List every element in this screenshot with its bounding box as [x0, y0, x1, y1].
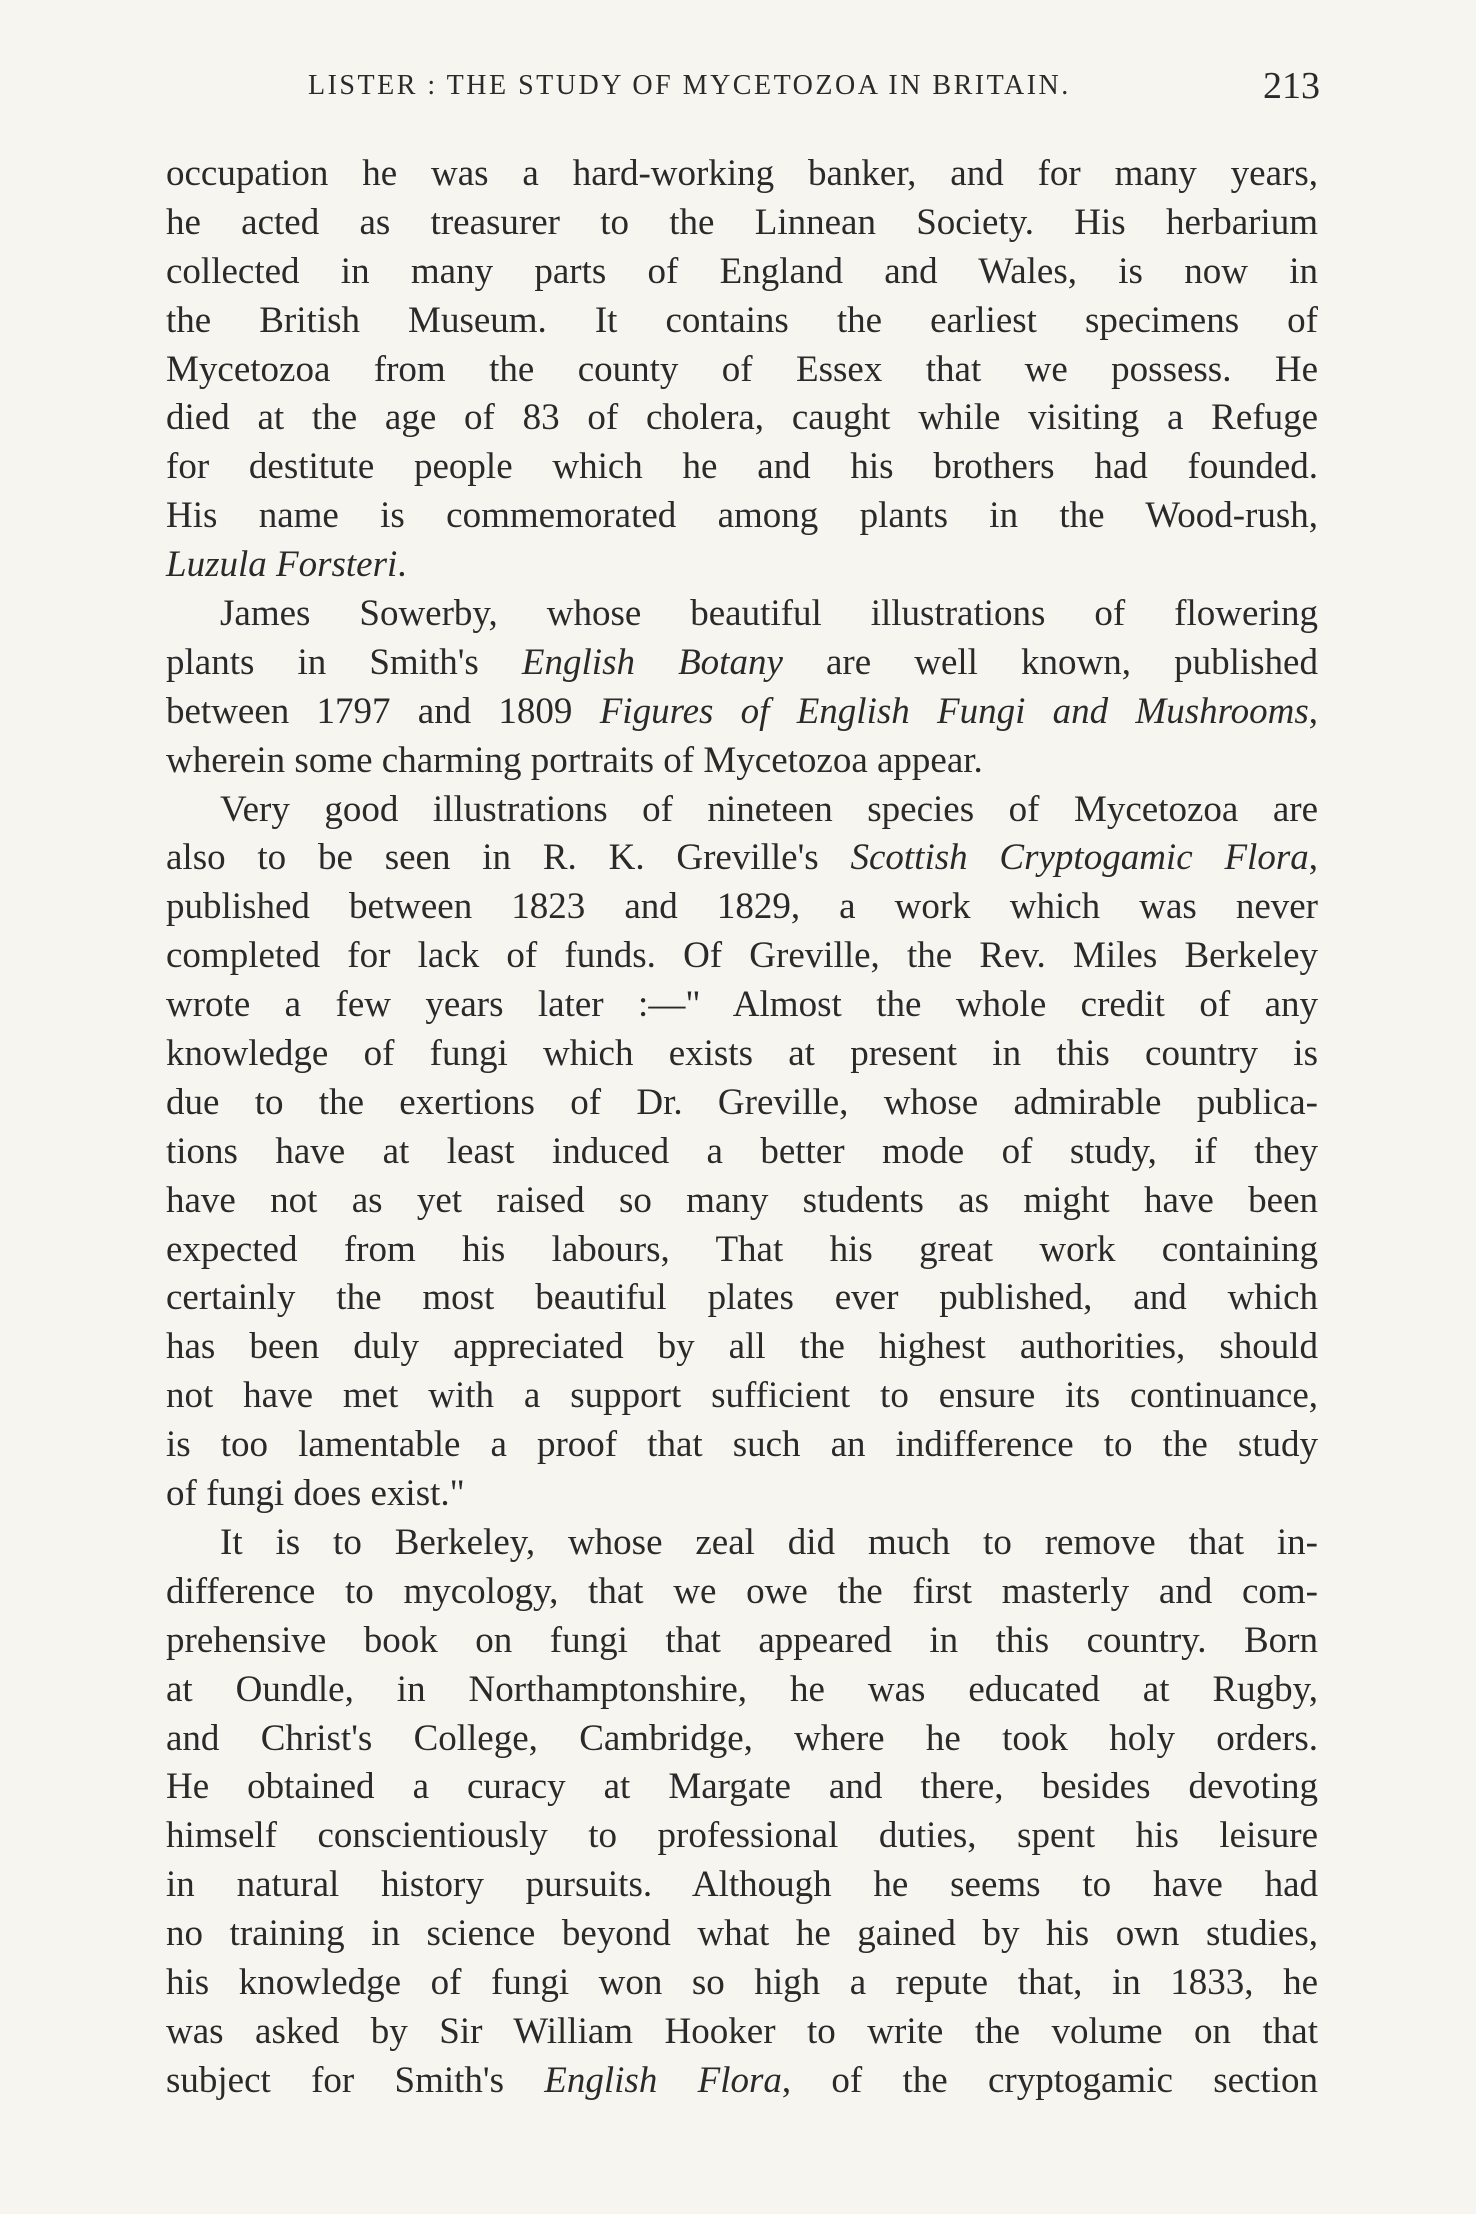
- text-run: .: [397, 544, 407, 586]
- text-line: tions have at least induced a better mode of study, if they: [166, 1130, 1318, 1172]
- text-line: He obtained a curacy at Margate and there, besides devoting: [166, 1766, 1318, 1808]
- text-line: for destitute people which he and his brothers had founded.: [166, 446, 1318, 488]
- text-line: knowledge of fungi which exists at present in this country is: [166, 1033, 1318, 1075]
- text-line: It is to Berkeley, whose zeal did much to remove that in-: [220, 1521, 1318, 1563]
- text-line: difference to mycology, that we owe the first masterly and com-: [166, 1570, 1318, 1612]
- text-line: was asked by Sir William Hooker to write the volume on that: [166, 2010, 1318, 2052]
- text-run: subject for Smith's: [166, 2059, 545, 2101]
- text-line: certainly the most beautiful plates ever published, and which: [166, 1277, 1318, 1319]
- text-line: Mycetozoa from the county of Essex that we possess. He: [166, 348, 1318, 390]
- italic-title: English Botany: [521, 641, 783, 683]
- text-run: ,: [1308, 690, 1318, 732]
- text-line: his knowledge of fungi won so high a repute that, in 1833, he: [166, 1961, 1318, 2003]
- running-head-title: LISTER : THE STUDY OF MYCETOZOA IN BRITAIN.: [308, 70, 1071, 101]
- text-run: , of the cryptogamic section: [781, 2059, 1318, 2101]
- text-line: collected in many parts of England and Wales, is now in: [166, 250, 1318, 292]
- text-line: James Sowerby, whose beautiful illustrations of flowering: [220, 593, 1318, 635]
- text-run: ,: [1308, 837, 1318, 879]
- text-line: [166, 834, 1318, 883]
- text-line: and Christ's College, Cambridge, where he took holy orders.: [166, 1717, 1318, 1759]
- italic-title: Luzula Forsteri: [166, 544, 398, 586]
- text-run: between 1797 and 1809: [166, 690, 600, 732]
- text-line: completed for lack of funds. Of Greville, the Rev. Miles Berkeley: [166, 935, 1318, 977]
- text-line: published between 1823 and 1829, a work which was never: [166, 886, 1318, 928]
- text-line: His name is commemorated among plants in the Wood-rush,: [166, 495, 1318, 537]
- italic-title: Figures of English Fungi and Mushrooms: [599, 690, 1309, 732]
- text-line: occupation he was a hard-working banker, and for many years,: [166, 153, 1318, 194]
- text-line: [166, 688, 1318, 737]
- text-line: is too lamentable a proof that such an indifference to the study: [166, 1424, 1318, 1466]
- text-line: wrote a few years later :—" Almost the whole credit of any: [166, 984, 1318, 1026]
- text-line: prehensive book on fungi that appeared in this country. Born: [166, 1619, 1318, 1661]
- italic-title: English Flora: [544, 2059, 782, 2101]
- text-line: due to the exertions of Dr. Greville, whose admirable publica-: [166, 1081, 1318, 1123]
- running-head: [168, 65, 1320, 110]
- text-line: the British Museum. It contains the earliest specimens of: [166, 299, 1318, 341]
- text-run: are well known, published: [782, 641, 1318, 683]
- page-number: 213: [1263, 65, 1320, 107]
- text-line: not have met with a support sufficient to ensure its continuance,: [166, 1375, 1318, 1417]
- text-line: [166, 2057, 1318, 2106]
- text-run: also to be seen in R. K. Greville's: [166, 837, 851, 879]
- text-line: Very good illustrations of nineteen species of Mycetozoa are: [220, 788, 1318, 830]
- italic-title: Scottish Cryptogamic Flora: [850, 837, 1309, 879]
- text-line: [166, 541, 1318, 590]
- text-line: no training in science beyond what he gained by his own studies,: [166, 1913, 1318, 1955]
- text-run: plants in Smith's: [166, 641, 522, 683]
- text-line: have not as yet raised so many students as might have been: [166, 1179, 1318, 1221]
- text-line: has been duly appreciated by all the highest authorities, should: [166, 1326, 1318, 1368]
- text-line: at Oundle, in Northamptonshire, he was educated at Rugby,: [166, 1668, 1318, 1710]
- text-line: in natural history pursuits. Although he seems to have had: [166, 1864, 1318, 1906]
- text-line: wherein some charming portraits of Mycetozoa appear.: [166, 739, 983, 781]
- text-line: [166, 639, 1318, 688]
- text-line: expected from his labours, That his great work containing: [166, 1228, 1318, 1270]
- text-line: of fungi does exist.": [166, 1473, 465, 1515]
- text-line: himself conscientiously to professional duties, spent his leisure: [166, 1815, 1318, 1857]
- text-line: he acted as treasurer to the Linnean Society. His herbarium: [166, 201, 1318, 243]
- body-text: [166, 150, 1318, 2106]
- text-line: died at the age of 83 of cholera, caught while visiting a Refuge: [166, 397, 1318, 439]
